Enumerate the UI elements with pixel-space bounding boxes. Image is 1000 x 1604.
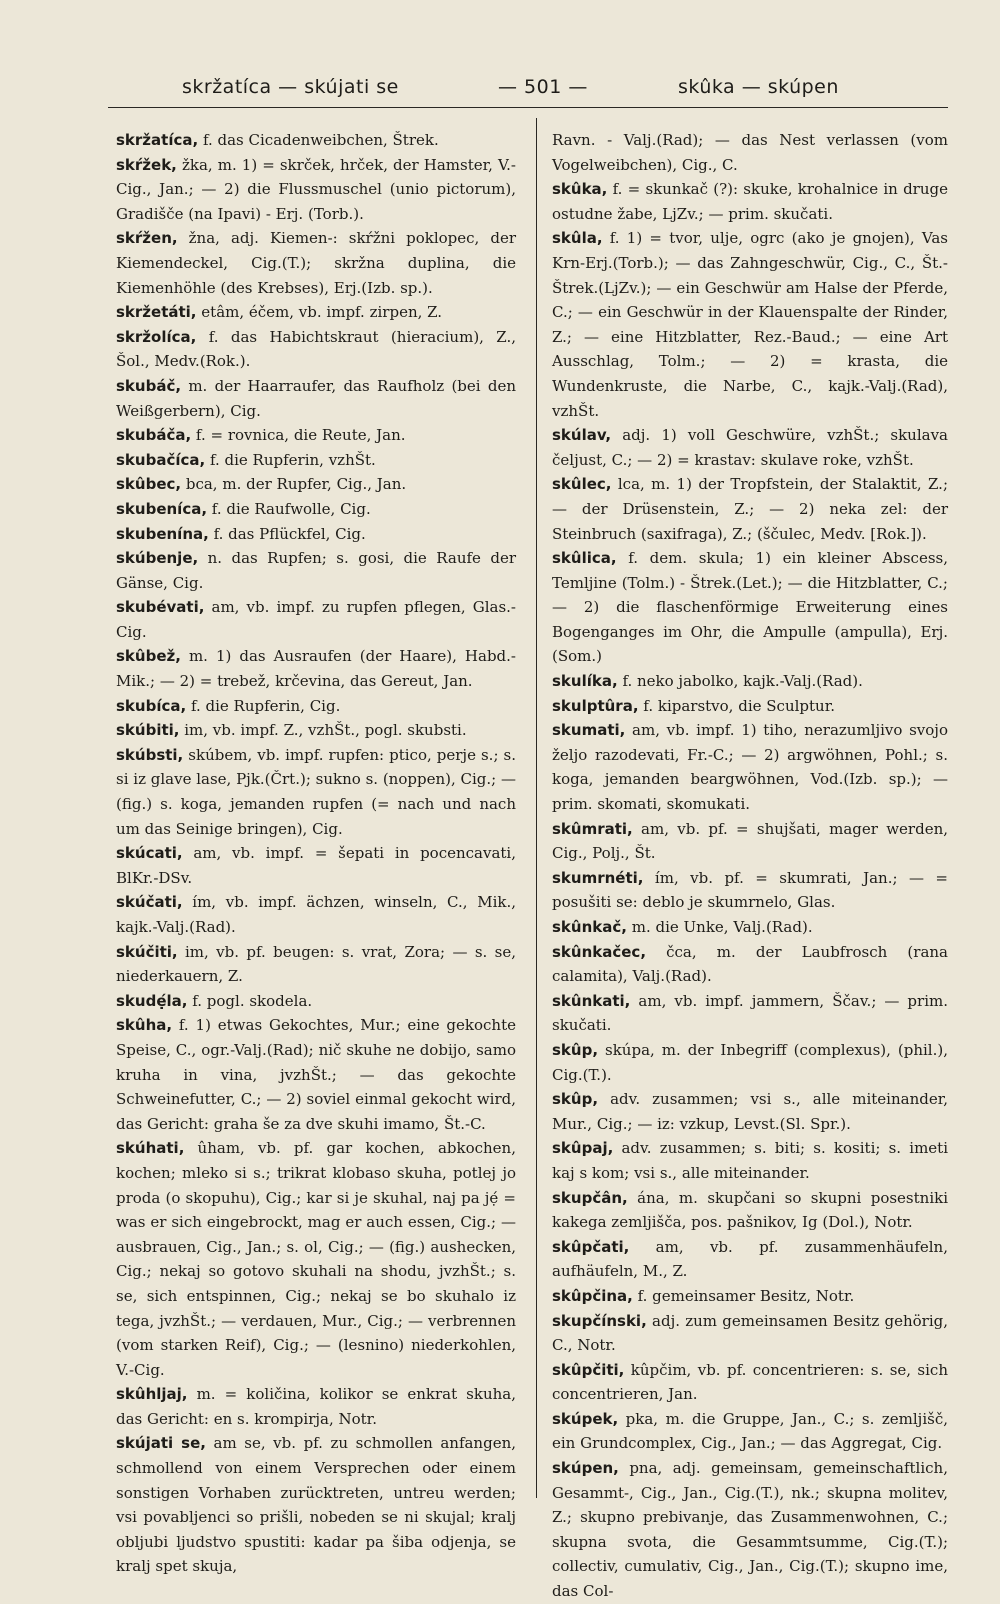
dictionary-entry (116, 423, 516, 448)
entry-definition: f. die Rupferin, Cig. (186, 696, 341, 715)
dictionary-entry (552, 817, 948, 866)
dictionary-entry (116, 448, 516, 473)
dictionary-entry (116, 1013, 516, 1136)
entry-definition: f. = skunkač (?): skuke, krohalnice in druge ostudne žabe, LjZv.; — prim. skučati. (552, 180, 948, 223)
entry-headword: skûp, (552, 1090, 599, 1109)
entry-headword: skubévati, (116, 598, 205, 617)
entry-definition: m. die Unke, Valj.(Rad). (626, 918, 813, 936)
entry-definition: etâm, éčem, vb. impf. zirpen, Z. (196, 303, 443, 322)
entry-definition: f. pogl. skodela. (187, 991, 313, 1010)
entry-headword: skûlec, (552, 475, 612, 494)
entry-headword: skumati, (552, 721, 626, 740)
entry-headword: skúbsti, (116, 745, 184, 764)
dictionary-entry (552, 1087, 948, 1136)
dictionary-entry (552, 546, 948, 669)
page-number: — 501 — (498, 76, 588, 98)
entry-definition: am se, vb. pf. zu schmollen anfangen, schmollend von einem Versprechen oder einem sonstigen Vorhaben zurücktreten, untreu werden; vsi povabljenci so prišli, nobeden se ni skujal; kralj obljubi ljudstvo spustiti: kadar pa šiba odjenja, se kralj spet skuja, (116, 1434, 517, 1576)
entry-headword: skúhati, (116, 1139, 185, 1158)
dictionary-entry (116, 890, 516, 939)
entry-headword: skúčiti, (116, 942, 178, 961)
entry-headword: skulptûra, (552, 696, 639, 715)
entry-definition: n. das Rupfen; s. gosi, die Raufe der Gänse, Cig. (116, 549, 516, 592)
dictionary-entry (552, 940, 948, 989)
entry-definition: f. dem. skula; 1) ein kleiner Abscess, Temljine (Tolm.) - Štrek.(Let.); — die Hitzblatter, C.; — 2) die flaschenförmige Erweiterung eines Bogenganges im Ohr, die Ampulle (ampulla), Erj.(Som.) (552, 549, 948, 666)
entry-definition: f. die Rupferin, vzhŠt. (205, 450, 376, 469)
dictionary-entry (552, 1456, 948, 1604)
dictionary-entry (552, 866, 948, 915)
dictionary-entry (552, 989, 948, 1038)
entry-headword: skûpčiti, (552, 1360, 625, 1379)
entry-headword: skúpek, (552, 1409, 619, 1428)
dictionary-entry (116, 300, 516, 325)
dictionary-entry (116, 1431, 516, 1579)
dictionary-entry (116, 644, 516, 693)
dictionary-entry (116, 128, 516, 153)
header-right-guide-words: skûka — skúpen (678, 76, 839, 98)
entry-headword: skûbež, (116, 647, 181, 666)
entry-headword: skúpen, (552, 1459, 619, 1478)
entry-headword: skûhljaj, (116, 1385, 188, 1404)
entry-definition: f. 1) etwas Gekochtes, Mur.; eine gekochte Speise, C., ogr.-Valj.(Rad); nič skuhe ne dobijo, samo kruha in vina, jvzhŠt.; — das gekochte Schweinefutter, C.; — 2) soviel einmal gekocht wird, das Gericht: graha še za dve skuhi imamo, Št.-C. (116, 1016, 516, 1133)
dictionary-entry (552, 1407, 948, 1456)
entry-definition: skúpa, m. der Inbegriff (complexus), (phil.), Cig.(T.). (552, 1040, 948, 1084)
dictionary-entry (552, 718, 948, 816)
entry-definition: adv. zusammen; vsi s., alle miteinander, Mur., Cig.; — iz: vzkup, Levst.(Sl. Spr.). (552, 1090, 948, 1133)
entry-headword: skûnkati, (552, 991, 631, 1010)
dictionary-entry (116, 841, 516, 890)
dictionary-entry (552, 1235, 948, 1284)
header-rule (108, 107, 948, 108)
entry-headword: skubačíca, (116, 450, 206, 469)
entry-definition: žna, adj. Kiemen-: skŕžni poklopec, der Kiemendeckel, Cig.(T.); skržna duplina, die Kiemenhöhle (des Krebses), Erj.(Izb. sp.). (116, 229, 516, 297)
entry-headword: skúcati, (116, 844, 183, 863)
entry-headword: skûmrati, (552, 819, 633, 838)
dictionary-entry (552, 177, 948, 226)
entry-definition: am, vb. impf. 1) tiho, nerazumljivo svojo željo razodevati, Fr.-C.; — 2) argwöhnen, Pohl.; s. koga, jemanden beargwöhnen, Vod.(Izb. sp.); — prim. skomati, skomukati. (552, 721, 948, 814)
entry-definition: ím, vb. pf. = skumrati, Jan.; — = posušiti se: deblo je skumrnelo, Glas. (552, 868, 948, 912)
entry-headword: skubáč, (116, 376, 182, 395)
dictionary-entry (116, 325, 516, 374)
dictionary-entry (552, 472, 948, 546)
entry-definition: am, vb. impf. jammern, Ščav.; — prim. skučati. (552, 991, 948, 1035)
dictionary-entry (552, 669, 948, 694)
entry-definition: pka, m. die Gruppe, Jan., C.; s. zemljišč, ein Grundcomplex, Cig., Jan.; — das Aggregat, Cig. (552, 1409, 948, 1453)
entry-definition: f. neko jabolko, kajk.-Valj.(Rad). (617, 672, 863, 691)
dictionary-entry (552, 128, 948, 177)
entry-definition: am, vb. impf. zu rupfen pflegen, Glas.-Cig. (116, 598, 516, 641)
entry-definition: lca, m. 1) der Tropfstein, der Stalaktit, Z.; — der Drüsenstein, Z.; — 2) neka zel: der Steinbruch (saxifraga), Z.; (ščulec, Medv. [Rok.]). (552, 475, 948, 543)
entry-definition: bca, m. der Rupfer, Cig., Jan. (181, 475, 407, 494)
entry-headword: skržatíca, (116, 131, 199, 149)
entry-definition: f. 1) = tvor, ulje, ogrc (ako je gnojen), Vas Krn-Erj.(Torb.); — das Zahngeschwür, Cig., C., Št.-Štrek.(LjZv.); — ein Geschwür am Halse der Pferde, C.; — ein Geschwür in der Klauenspalte der Rinder, Z.; — eine Hitzblatter, Rez.-Baud.; — eine Art Ausschlag, Tolm.; — 2) = krasta, die Wundenkruste, die Narbe, C., kajk.-Valj.(Rad), vzhŠt. (552, 229, 948, 420)
entry-headword: skûnkač, (552, 918, 627, 936)
dictionary-entry (552, 1186, 948, 1235)
entry-definition: čca, m. der Laubfrosch (rana calamita), Valj.(Rad). (552, 942, 948, 986)
entry-definition: am, vb. pf. zusammenhäufeln, aufhäufeln, M., Z. (552, 1237, 948, 1281)
entry-headword: skûp, (552, 1040, 599, 1059)
dictionary-entry (552, 915, 948, 940)
header-left-guide-words: skržatíca — skújati se (182, 76, 399, 98)
entry-headword: skržolíca, (116, 327, 197, 346)
entry-headword: skubíca, (116, 696, 187, 715)
entry-definition: adv. zusammen; s. biti; s. kositi; s. imeti kaj s kom; vsi s., alle miteinander. (552, 1139, 948, 1182)
dictionary-entry (116, 1382, 516, 1431)
entry-definition: ím, vb. impf. ächzen, winseln, C., Mik., kajk.-Valj.(Rad). (116, 893, 516, 936)
entry-headword: skubáča, (116, 426, 192, 445)
entry-headword: skumrnéti, (552, 868, 644, 887)
entry-definition: ána, m. skupčani so skupni posestniki kakega zemljišča, pos. pašnikov, Ig (Dol.), Notr. (552, 1188, 948, 1232)
entry-headword: skúlav, (552, 426, 612, 445)
running-header (108, 76, 948, 106)
entry-headword: skŕžek, (116, 155, 177, 174)
dictionary-entry (116, 718, 516, 743)
dictionary-entry (552, 423, 948, 472)
entry-headword: skûpčina, (552, 1286, 633, 1305)
entry-definition: am, vb. impf. = šepati in pocencavati, BlKr.-DSv. (116, 844, 516, 887)
dictionary-entry (116, 522, 516, 547)
dictionary-entry (552, 1358, 948, 1407)
entry-definition: f. das Habichtskraut (hieracium), Z., Šol., Medv.(Rok.). (116, 327, 516, 371)
dictionary-entry (116, 989, 516, 1014)
dictionary-entry (116, 153, 516, 227)
dictionary-entry (116, 940, 516, 989)
dictionary-entry (116, 472, 516, 497)
entry-headword: skulíka, (552, 672, 618, 691)
entry-definition: Ravn. - Valj.(Rad); — das Nest verlassen (vom Vogelweibchen), Cig., C. (552, 131, 948, 174)
dictionary-entry (552, 1038, 948, 1087)
dictionary-entry (116, 546, 516, 595)
dictionary-entry (116, 1136, 516, 1382)
entry-definition: pna, adj. gemeinsam, gemeinschaftlich, Gesammt-, Cig., Jan., Cig.(T.), nk.; skupna molitev, Z.; skupno prebivanje, das Zusammenwohnen, C.; skupna svota, die Gesammtsumme, Cig.(T.); collectiv, cumulativ, Cig., Jan., Cig.(T.); skupno ime, das Col- (552, 1459, 948, 1601)
entry-definition: ûham, vb. pf. gar kochen, abkochen, kochen; mleko si s.; trikrat klobaso skuha, potlej jo proda (o skopuhu), Cig.; kar si je skuhal, naj pa jẹ́ = was er sich eingebrockt, mag er auch essen, Cig.; — ausbrauen, Cig., Jan.; s. ol, Cig.; — (fig.) aushecken, Cig.; nekaj so gotovo skuhali na shodu, jvzhŠt.; s. se, sich entspinnen, Cig.; nekaj se bo skuhalo iz tega, jvzhŠt.; — verdauen, Mur., Cig.; — verbrennen (vom starken Reif), Cig.; — (lesnino) niederkohlen, V.-Cig. (116, 1139, 516, 1379)
entry-definition: adj. zum gemeinsamen Besitz gehörig, C., Notr. (552, 1311, 948, 1355)
entry-definition: f. = rovnica, die Reute, Jan. (191, 426, 406, 445)
dictionary-entry (552, 1136, 948, 1185)
dictionary-entry (552, 1284, 948, 1309)
entry-headword: skûka, (552, 180, 608, 199)
entry-headword: skûpaj, (552, 1139, 614, 1158)
entry-headword: skûha, (116, 1016, 173, 1035)
entry-definition: f. kiparstvo, die Sculptur. (638, 696, 835, 715)
entry-headword: skupčínski, (552, 1311, 647, 1330)
entry-definition: im, vb. pf. beugen: s. vrat, Zora; — s. se, niederkauern, Z. (116, 942, 516, 986)
entry-definition: f. das Pflückfel, Cig. (208, 524, 366, 543)
right-column (552, 128, 948, 1604)
entry-headword: skúbiti, (116, 721, 180, 740)
entry-headword: skubeníca, (116, 499, 208, 518)
entry-headword: skûlica, (552, 549, 617, 568)
dictionary-entry (552, 694, 948, 719)
entry-headword: skúčati, (116, 893, 183, 912)
dictionary-entry (552, 226, 948, 423)
entry-definition: f. das Cicadenweibchen, Štrek. (198, 131, 439, 149)
entry-headword: skûnkačec, (552, 942, 647, 961)
entry-definition: am, vb. pf. = shujšati, mager werden, Cig., Polj., Št. (552, 819, 948, 863)
dictionary-entry (116, 694, 516, 719)
entry-definition: m. = količina, kolikor se enkrat skuha, das Gericht: en s. krompirja, Notr. (116, 1385, 516, 1428)
entry-headword: skudẹ́la, (116, 991, 188, 1010)
entry-definition: kûpčim, vb. pf. concentrieren: s. se, sich concentrieren, Jan. (552, 1360, 948, 1404)
entry-definition: f. die Raufwolle, Cig. (207, 499, 371, 518)
entry-headword: skupčân, (552, 1188, 628, 1207)
dictionary-entry (116, 374, 516, 423)
entry-headword: skŕžen, (116, 229, 178, 248)
entry-headword: skržetáti, (116, 303, 197, 322)
entry-headword: skûla, (552, 229, 603, 248)
dictionary-entry (116, 226, 516, 300)
entry-definition: žka, m. 1) = skrček, hrček, der Hamster, V.-Cig., Jan.; — 2) die Flussmuschel (unio pictorum), Gradišče (na Ipavi) - Erj. (Torb.). (116, 155, 516, 223)
entry-headword: skûbec, (116, 475, 182, 494)
entry-definition: m. 1) das Ausraufen (der Haare), Habd.-Mik.; — 2) = trebež, krčevina, das Gereut, Jan. (116, 647, 516, 691)
dictionary-entry (116, 595, 516, 644)
entry-definition: skúbem, vb. impf. rupfen: ptico, perje s.; s. si iz glave lase, Pjk.(Črt.); sukno s. (noppen), Cig.; — (fig.) s. koga, jemanden rupfen (= nach und nach um das Seinige bringen), Cig. (116, 745, 516, 838)
entry-definition: m. der Haarraufer, das Raufholz (bei den Weißgerbern), Cig. (116, 376, 516, 420)
entry-headword: skûpčati, (552, 1237, 630, 1256)
entry-headword: skúbenje, (116, 549, 199, 568)
left-column (116, 128, 516, 1579)
column-divider (536, 118, 537, 1498)
entry-definition: f. gemeinsamer Besitz, Notr. (632, 1286, 855, 1305)
dictionary-entry (116, 743, 516, 841)
dictionary-entry (116, 497, 516, 522)
dictionary-entry (552, 1309, 948, 1358)
entry-headword: skújati se, (116, 1434, 206, 1453)
entry-headword: skubenína, (116, 524, 209, 543)
entry-definition: adj. 1) voll Geschwüre, vzhŠt.; skulava čeljust, C.; — 2) = krastav: skulave roke, vzhŠt. (552, 426, 948, 469)
entry-definition: im, vb. impf. Z., vzhŠt., pogl. skubsti. (179, 721, 467, 740)
